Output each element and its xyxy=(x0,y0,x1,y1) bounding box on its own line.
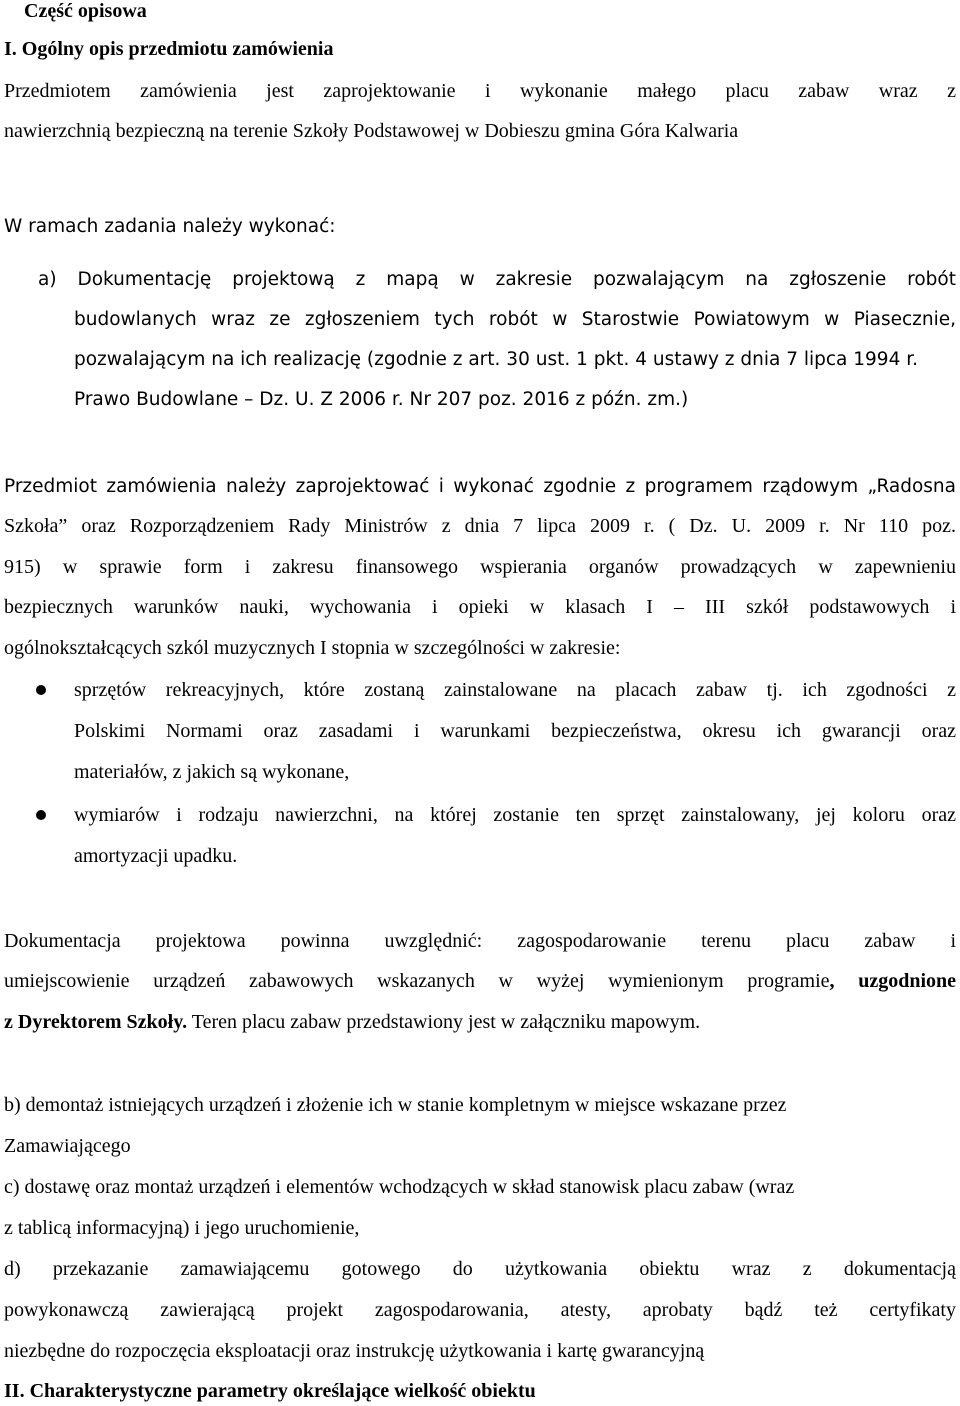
bullet-2-line-1: wymiarów i rodzaju nawierzchni, na której zostanie ten sprzęt zainstalowany, jej koloru oraz xyxy=(74,804,956,826)
bullet-1-marker xyxy=(36,685,46,695)
para3-line-3 xyxy=(4,1009,956,1035)
item-a-line-2: budowlanych wraz ze zgłoszeniem tych robót w Starostwie Powiatowym w Piasecznie, xyxy=(74,309,956,330)
bullet-2-marker xyxy=(36,810,46,820)
intro-line-2: nawierzchnią bezpieczną na terenie Szkoły Podstawowej w Dobieszu gmina Góra Kalwaria xyxy=(4,120,739,142)
para2-line-3: 915) w sprawie form i zakresu finansowego wspierania organów prowadzących w zapewnieniu xyxy=(4,556,956,578)
para3-line-3-plain: Teren placu zabaw przedstawiony jest w załączniku mapowym. xyxy=(187,1011,701,1033)
tasks-lead: W ramach zadania należy wykonać: xyxy=(4,216,336,237)
bullet-1-line-2: Polskimi Normami oraz zasadami i warunkami bezpieczeństwa, okresu ich gwarancji oraz xyxy=(74,720,956,742)
item-c-line-2: z tablicą informacyjną) i jego uruchomienie, xyxy=(4,1217,360,1239)
section-2-title: II. Charakterystyczne parametry określające wielkość obiektu xyxy=(4,1380,536,1402)
item-c-line-1: c) dostawę oraz montaż urządzeń i elementów wchodzących w skład stanowisk placu zabaw (wraz xyxy=(4,1176,795,1198)
item-d-line-3: niezbędne do rozpoczęcia eksploatacji oraz instrukcję użytkowania i kartę gwarancyjną xyxy=(4,1340,705,1362)
section-1-title: I. Ogólny opis przedmiotu zamówienia xyxy=(4,38,334,60)
item-b-line-2: Zamawiającego xyxy=(4,1135,131,1157)
intro-line-1: Przedmiotem zamówienia jest zaprojektowanie i wykonanie małego placu zabaw wraz z xyxy=(4,80,956,102)
para2-line-1: Przedmiot zamówienia należy zaprojektować i wykonać zgodnie z programem rządowym „Radosna xyxy=(4,476,956,497)
bullet-1-line-3: materiałów, z jakich są wykonane, xyxy=(74,761,350,783)
item-a-line-3: pozwalającym na ich realizację (zgodnie z art. 30 ust. 1 pkt. 4 ustawy z dnia 7 lipca 1994 r. xyxy=(74,349,919,370)
para3-line-3-bold: z Dyrektorem Szkoły. xyxy=(4,1011,188,1033)
para2-line-2: Szkoła” oraz Rozporządzeniem Rady Ministrów z dnia 7 lipca 2009 r. ( Dz. U. 2009 r. Nr 110 poz. xyxy=(4,515,956,537)
item-a-line-4: Prawo Budowlane – Dz. U. Z 2006 r. Nr 207 poz. 2016 z późn. zm.) xyxy=(74,389,689,410)
item-d-line-1: d) przekazanie zamawiającemu gotowego do użytkowania obiektu wraz z dokumentacją xyxy=(4,1258,956,1280)
para3-line-2-plain: umiejscowienie urządzeń zabawowych wskazanych w wyżej wymienionym programie xyxy=(4,970,830,992)
document-heading: Część opisowa xyxy=(24,0,147,22)
bullet-2-line-2: amortyzacji upadku. xyxy=(74,845,238,867)
item-d-line-2: powykonawczą zawierającą projekt zagospodarowania, atesty, aprobaty bądź też certyfikaty xyxy=(4,1299,956,1321)
bullet-1-line-1: sprzętów rekreacyjnych, które zostaną zainstalowane na placach zabaw tj. ich zgodności z xyxy=(74,679,956,701)
para3-line-1: Dokumentacja projektowa powinna uwzględnić: zagospodarowanie terenu placu zabaw i xyxy=(4,930,956,952)
item-b-line-1: b) demontaż istniejących urządzeń i złożenie ich w stanie kompletnym w miejsce wskazane przez xyxy=(4,1094,787,1116)
para2-line-4: bezpiecznych warunków nauki, wychowania i opieki w klasach I – III szkół podstawowych i xyxy=(4,596,956,618)
item-a-line-1: a) Dokumentację projektową z mapą w zakresie pozwalającym na zgłoszenie robót xyxy=(38,269,956,290)
para3-line-2-bold: , uzgodnione xyxy=(829,970,956,992)
para2-line-5: ogólnokształcących szkól muzycznych I stopnia w szczególności w zakresie: xyxy=(4,637,621,659)
para3-line-2 xyxy=(4,968,956,994)
